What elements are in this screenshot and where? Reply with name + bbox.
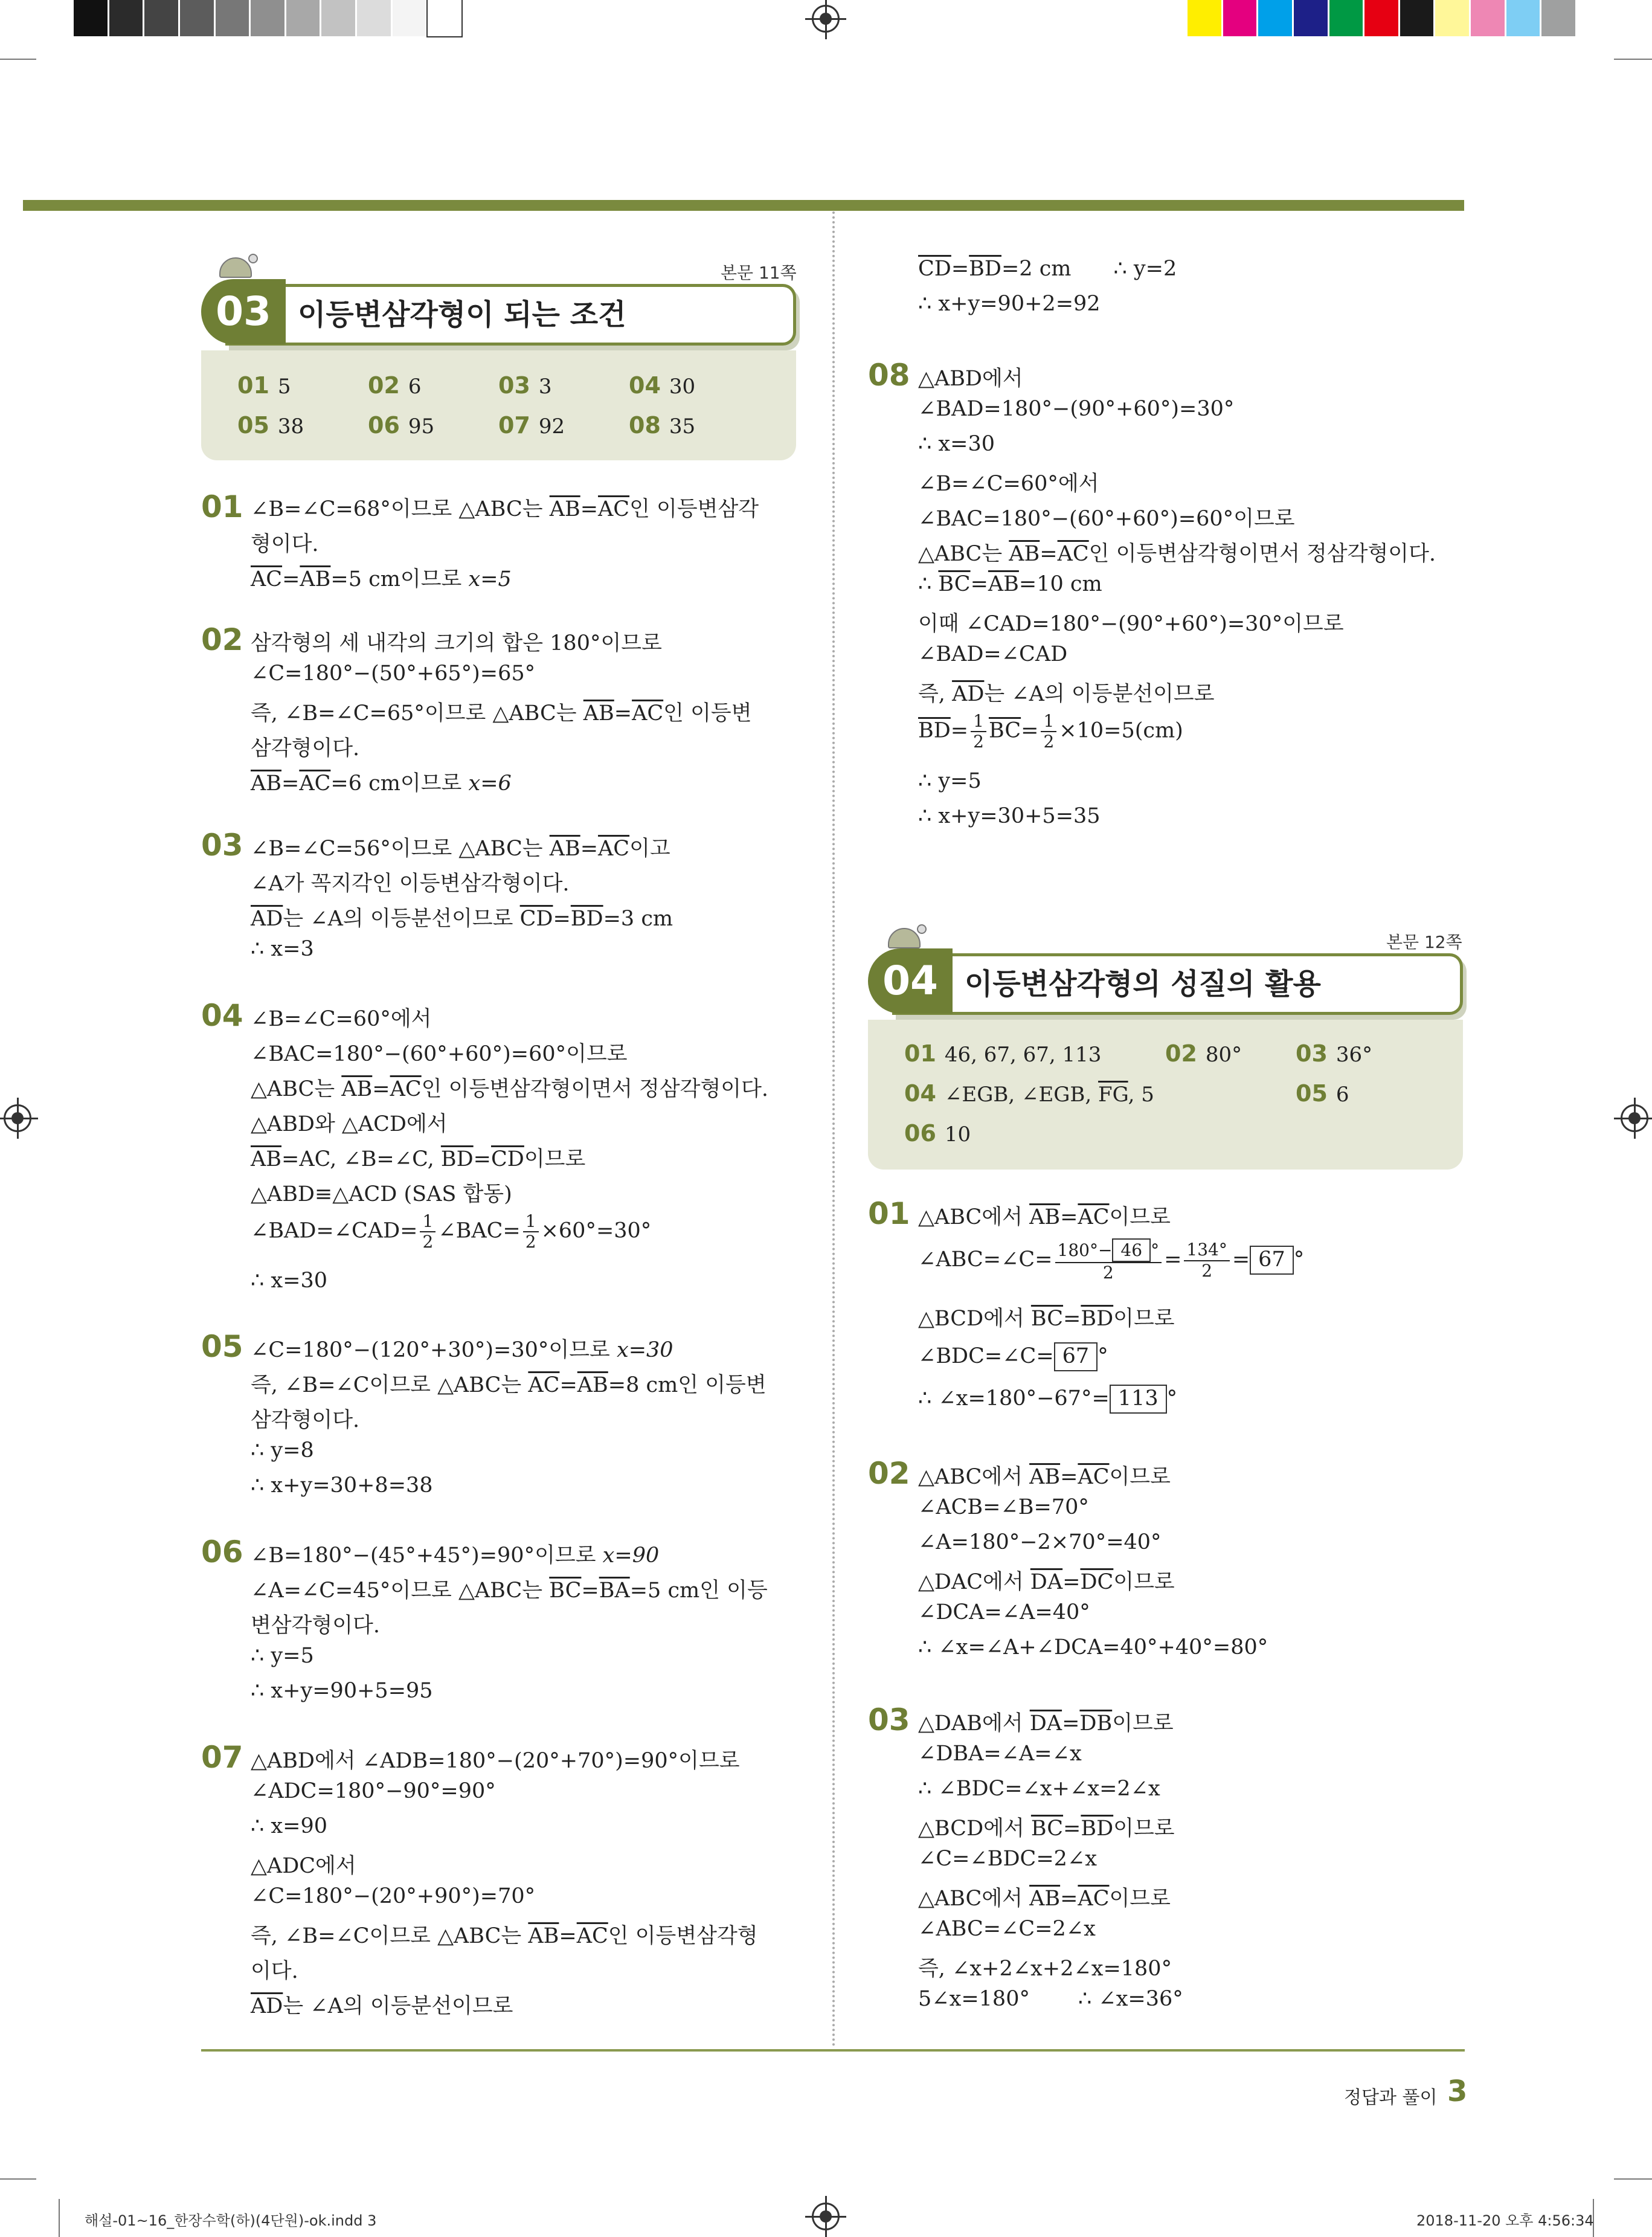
solution-line: △ABD에서 ∠ADB=180°−(20°+70°)=90°이므로 — [251, 1749, 740, 1773]
problem-number: 01 — [201, 489, 243, 524]
solution-line: ∠ABC=∠C= $\frac{180^\circ- 46 ^\circ}{2}$ = $\frac{134^\circ}{2}$ = 67 ° — [918, 1238, 1304, 1283]
section-number: 03 — [201, 279, 286, 344]
crop-mark — [1614, 59, 1652, 60]
solution-line: 즉, $\overline{AD}$는 ∠A의 이등분선이므로 — [918, 682, 1215, 706]
bottom-rule — [201, 2049, 1465, 2052]
date-slug: 2018-11-20 오후 4:56:34 — [1416, 2212, 1594, 2229]
solution-line: ∴ $\overline{BC}=\overline{AB}=10$ cm — [918, 572, 1102, 596]
problem-number: 08 — [868, 358, 910, 393]
color-swatch — [144, 0, 178, 36]
crop-mark — [1614, 2178, 1652, 2180]
answer-item: 02 6 — [368, 372, 422, 399]
solution-line: 형이다. — [251, 532, 319, 556]
crop-mark — [0, 59, 36, 60]
color-swatch — [1258, 0, 1292, 36]
solution-line: ∴ x+y=90+2=92 — [918, 292, 1101, 316]
answer-item: 06 95 — [368, 412, 435, 439]
solution-line: $\overline{AD}$는 ∠A의 이등분선이므로 $\overline{CD}=\overline{BD}=3$ cm — [251, 907, 673, 931]
section-title: 이등변삼각형이 되는 조건 — [298, 298, 626, 332]
color-swatch — [1541, 0, 1575, 36]
solution-line: △BCD에서 $\overline{BC}=\overline{BD}$이므로 — [918, 1817, 1175, 1841]
problem-number: 04 — [201, 998, 243, 1033]
solution-line: △ABC에서 $\overline{AB}=\overline{AC}$이므로 — [918, 1465, 1171, 1489]
solution-line: ∴ y=5 — [251, 1644, 314, 1668]
solution-line: ∠B=∠C=60°에서 — [918, 472, 1099, 496]
solution-line: $\overline{AC}=\overline{AB}=5$ cm이므로 x=5 — [251, 567, 512, 591]
solution-line: $\overline{BD}=$ $\frac{1}{2}$ $\overline{BC}=$ $\frac{1}{2}$ ×10=5(cm) — [918, 711, 1183, 752]
color-swatch — [1223, 0, 1257, 36]
answer-item: 05 6 — [1296, 1080, 1349, 1107]
answer-item: 07 92 — [498, 412, 565, 439]
color-swatch — [393, 0, 426, 36]
solution-line: ∠B=∠C=60°에서 — [251, 1007, 432, 1031]
solution-line: $\overline{AD}$는 ∠A의 이등분선이므로 — [251, 1994, 513, 2018]
solution-line: ∠B=∠C=68°이므로 △ABC는 $\overline{AB}=\overline{AC}$인 이등변삼각 — [251, 497, 759, 521]
solution-line: 변삼각형이다. — [251, 1614, 380, 1638]
crop-mark — [59, 2199, 60, 2237]
solution-line: 삼각형의 세 내각의 크기의 합은 180°이므로 — [251, 631, 662, 655]
page-reference: 본문 12쪽 — [1386, 932, 1462, 952]
solution-line: ∠ACB=∠B=70° — [918, 1495, 1089, 1519]
solution-line: 즉, ∠x+2∠x+2∠x=180° — [918, 1957, 1172, 1981]
solution-line: $\overline{AB}=\overline{AC}=6$ cm이므로 x=6 — [251, 771, 512, 796]
solution-line: ∴ x=3 — [251, 937, 314, 961]
section-header — [868, 953, 1463, 1014]
color-swatch — [1329, 0, 1363, 36]
solution-line: ∠A=180°−2×70°=40° — [918, 1530, 1162, 1554]
column-divider — [832, 211, 835, 2048]
solution-line: △ABC에서 $\overline{AB}=\overline{AC}$이므로 — [918, 1887, 1171, 1911]
answer-box: 67 — [1054, 1342, 1098, 1371]
fraction: $\frac{1}{2}$ — [420, 1212, 435, 1252]
answer-summary — [201, 350, 796, 460]
problem-number: 01 — [868, 1196, 910, 1231]
grayscale-bar — [74, 0, 463, 36]
color-swatch — [216, 0, 249, 36]
answer-item: 06 10 — [904, 1120, 971, 1147]
answer-item: 05 38 — [237, 412, 304, 439]
answer-box: 113 — [1110, 1385, 1167, 1414]
solution-line: ∠BAD=∠CAD= $\frac{1}{2}$ ∠BAC= $\frac{1}{2}$ ×60°=30° — [251, 1211, 652, 1252]
solution-line: ∴ x+y=90+5=95 — [251, 1679, 433, 1703]
solution-line: ∴ x=90 — [251, 1814, 327, 1838]
problem-number: 02 — [201, 622, 243, 657]
solution-line: 즉, ∠B=∠C이므로 △ABC는 $\overline{AC}=\overline{AB}=8$ cm인 이등변 — [251, 1373, 767, 1397]
top-rule — [23, 200, 1464, 211]
color-bar — [1188, 0, 1577, 36]
fraction: $\frac{1}{2}$ — [1041, 712, 1056, 752]
answer-item: 04 ∠EGB, ∠EGB, $\overline{FG}$, 5 — [904, 1080, 1154, 1107]
file-slug: 해설-01~16_한장수학(하)(4단원)-ok.indd 3 — [85, 2212, 377, 2229]
solution-line: ∠A=∠C=45°이므로 △ABC는 $\overline{BC}=\overline{BA}=5$ cm인 이등 — [251, 1579, 768, 1603]
solution-line: ∠ADC=180°−90°=90° — [251, 1779, 496, 1803]
color-swatch — [1364, 0, 1398, 36]
solution-line: ∴ x=30 — [251, 1269, 327, 1293]
section-header — [201, 284, 796, 344]
registration-mark — [1621, 1104, 1648, 1132]
solution-line: ∠C=∠BDC=2∠x — [918, 1847, 1097, 1871]
solution-line: △DAC에서 $\overline{DA}=\overline{DC}$이므로 — [918, 1570, 1175, 1594]
solution-line: 이다. — [251, 1959, 298, 1983]
solution-line: ∠C=180°−(50°+65°)=65° — [251, 661, 536, 686]
solution-line: △ABC에서 $\overline{AB}=\overline{AC}$이므로 — [918, 1205, 1171, 1229]
solution-line: △ADC에서 — [251, 1854, 356, 1878]
color-swatch — [286, 0, 320, 36]
color-swatch — [180, 0, 214, 36]
solution-line: △ABD≡△ACD (SAS 합동) — [251, 1182, 512, 1206]
color-swatch — [109, 0, 143, 36]
color-swatch — [321, 0, 355, 36]
answer-item: 08 35 — [629, 412, 696, 439]
answer-box: 67 — [1250, 1246, 1294, 1275]
solution-line: ∴ y=5 — [918, 769, 982, 793]
solution-line: ∴ y=8 — [251, 1438, 314, 1463]
registration-mark — [812, 2203, 840, 2230]
page-number: 3 — [1447, 2074, 1468, 2108]
solution-line: 삼각형이다. — [251, 736, 360, 761]
crop-mark — [0, 2178, 36, 2180]
solution-line: △ABD에서 — [918, 367, 1023, 391]
solution-line: ∠DBA=∠A=∠x — [918, 1742, 1082, 1766]
page-reference: 본문 11쪽 — [721, 263, 797, 283]
solution-line: 즉, ∠B=∠C이므로 △ABC는 $\overline{AB}=\overline{AC}$인 이등변삼각형 — [251, 1924, 758, 1948]
answer-item: 04 30 — [629, 372, 696, 399]
solution-line: ∴ ∠BDC=∠x+∠x=2∠x — [918, 1777, 1160, 1801]
solution-line: $\overline{AB}=AC$, ∠B=∠C, $\overline{BD}=\overline{CD}$이므로 — [251, 1147, 586, 1171]
answer-summary — [868, 1020, 1463, 1170]
problem-number: 05 — [201, 1329, 243, 1364]
solution-line: △DAB에서 $\overline{DA}=\overline{DB}$이므로 — [918, 1711, 1174, 1736]
solution-line: 5∠x=180° ∴ ∠x=36° — [918, 1987, 1183, 2011]
solution-line: 삼각형이다. — [251, 1408, 360, 1432]
color-swatch — [1435, 0, 1469, 36]
fraction: $\frac{134^\circ}{2}$ — [1184, 1240, 1229, 1280]
color-swatch — [1400, 0, 1434, 36]
color-swatch — [357, 0, 391, 36]
solution-line: ∠C=180°−(120°+30°)=30°이므로 x=30 — [251, 1338, 673, 1362]
solution-line: ∠BAC=180°−(60°+60°)=60°이므로 — [918, 507, 1295, 531]
color-swatch — [428, 0, 461, 36]
solution-line: ∠BDC=∠C= 67 ° — [918, 1342, 1108, 1371]
answer-item: 03 3 — [498, 372, 552, 399]
fraction: $\frac{180^\circ- 46 ^\circ}{2}$ — [1055, 1238, 1162, 1283]
color-swatch — [74, 0, 108, 36]
solution-line: ∠B=180°−(45°+45°)=90°이므로 x=90 — [251, 1543, 660, 1568]
footer-label: 정답과 풀이 — [1344, 2087, 1438, 2108]
turtle-icon — [214, 254, 257, 278]
solution-line: △BCD에서 $\overline{BC}=\overline{BD}$이므로 — [918, 1307, 1175, 1331]
solution-line: ∴ ∠x=180°−67°= 113 ° — [918, 1385, 1177, 1414]
fraction: $\frac{1}{2}$ — [523, 1212, 539, 1252]
problem-number: 07 — [201, 1740, 243, 1775]
solution-line: △ABC는 $\overline{AB}=\overline{AC}$인 이등변삼각형이면서 정삼각형이다. — [918, 542, 1436, 566]
solution-line: $\overline{CD}=\overline{BD}=2$ cm ∴ y=2 — [918, 257, 1177, 281]
color-swatch — [1188, 0, 1221, 36]
solution-line: ∴ x+y=30+5=35 — [918, 804, 1101, 828]
solution-line: △ABC는 $\overline{AB}=\overline{AC}$인 이등변삼각형이면서 정삼각형이다. — [251, 1077, 769, 1101]
problem-number: 03 — [201, 828, 243, 863]
solution-line: ∠BAD=180°−(90°+60°)=30° — [918, 397, 1235, 421]
section-number: 04 — [868, 948, 953, 1014]
section-title: 이등변삼각형의 성질의 활용 — [965, 967, 1321, 1001]
solution-line: ∠A가 꼭지각인 이등변삼각형이다. — [251, 872, 570, 896]
color-swatch — [1506, 0, 1540, 36]
solution-line: △ABD와 △ACD에서 — [251, 1112, 448, 1136]
problem-number: 06 — [201, 1534, 243, 1569]
color-swatch — [1471, 0, 1505, 36]
solution-line: ∴ ∠x=∠A+∠DCA=40°+40°=80° — [918, 1635, 1268, 1659]
solution-line: ∠C=180°−(20°+90°)=70° — [251, 1884, 536, 1908]
solution-line: ∠B=∠C=56°이므로 △ABC는 $\overline{AB}=\overline{AC}$이고 — [251, 837, 670, 861]
solution-line: ∠BAD=∠CAD — [918, 642, 1068, 666]
solution-line: 즉, ∠B=∠C=65°이므로 △ABC는 $\overline{AB}=\overline{AC}$인 이등변 — [251, 701, 752, 726]
color-swatch — [1294, 0, 1328, 36]
problem-number: 03 — [868, 1702, 910, 1737]
answer-item: 01 46, 67, 67, 113 — [904, 1040, 1102, 1067]
problem-number: 02 — [868, 1456, 910, 1491]
color-swatch — [251, 0, 284, 36]
answer-item: 01 5 — [237, 372, 291, 399]
solution-line: ∠BAC=180°−(60°+60°)=60°이므로 — [251, 1042, 628, 1066]
registration-mark — [812, 5, 840, 33]
solution-line: ∴ x+y=30+8=38 — [251, 1473, 433, 1498]
answer-item: 02 80° — [1165, 1040, 1242, 1067]
fraction: $\frac{1}{2}$ — [971, 712, 986, 752]
turtle-icon — [883, 924, 925, 948]
registration-mark — [4, 1104, 31, 1132]
solution-line: ∠DCA=∠A=40° — [918, 1600, 1090, 1624]
answer-box: 46 — [1112, 1238, 1151, 1262]
solution-line: 이때 ∠CAD=180°−(90°+60°)=30°이므로 — [918, 612, 1344, 636]
solution-line: ∠ABC=∠C=2∠x — [918, 1917, 1096, 1941]
solution-line: ∴ x=30 — [918, 432, 995, 456]
answer-item: 03 36° — [1296, 1040, 1373, 1067]
